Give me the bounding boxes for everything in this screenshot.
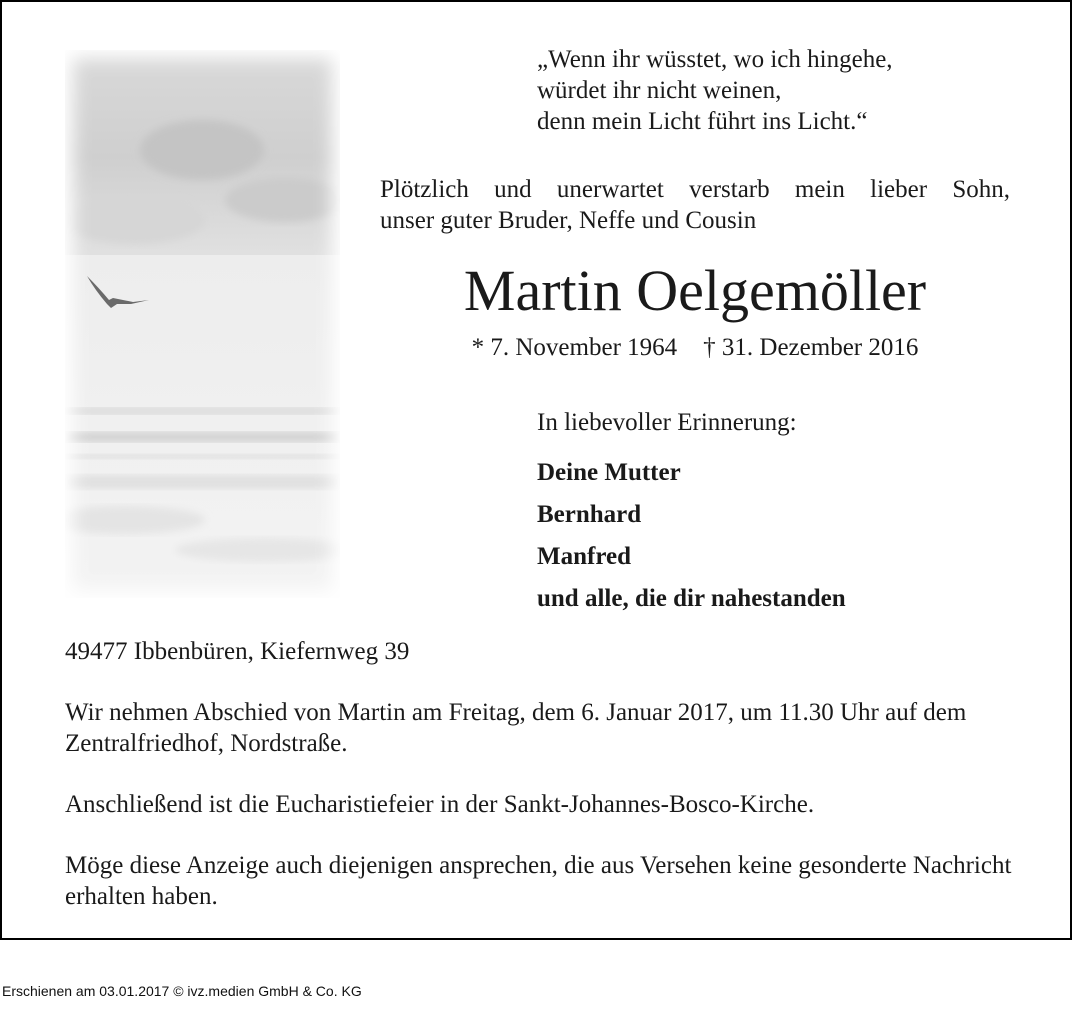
deceased-name: Martin Oelgemöller — [463, 258, 927, 323]
mourner: Manfred — [537, 543, 631, 570]
death-announcement — [380, 174, 1010, 236]
life-dates — [380, 332, 1010, 364]
motto-line: würdet ihr nicht weinen, — [537, 77, 782, 104]
mass-info: Anschließend ist die Eucharistiefeier in der Sankt-Johannes-Bosco-Kirche. — [65, 791, 815, 818]
motto-line: denn mein Licht führt ins Licht.“ — [537, 108, 868, 135]
mourner: und alle, die dir nahestanden — [537, 585, 846, 612]
mourners-list — [537, 457, 846, 625]
seascape-photo — [65, 50, 340, 598]
publication-footer: Erschienen am 03.01.2017 © ivz.medien GmbH & Co. KG — [2, 983, 362, 999]
memory-heading: In liebevoller Erinnerung: — [537, 409, 797, 436]
birth-date: * 7. November 1964 — [471, 334, 678, 361]
motto-quote — [537, 44, 893, 137]
announcement-line: unser guter Bruder, Neffe und Cousin — [380, 207, 757, 234]
funeral-info: Wir nehmen Abschied von Martin am Freitag, dem 6. Januar 2017, um 11.30 Uhr auf dem Zentralfriedhof, Nordstraße. — [65, 699, 967, 757]
motto-line: „Wenn ihr wüsstet, wo ich hingehe, — [537, 46, 893, 73]
death-date: † 31. Dezember 2016 — [703, 334, 919, 361]
notice-remark: Möge diese Anzeige auch diejenigen ansprechen, die aus Versehen keine gesonderte Nachricht erhalten haben. — [65, 852, 1012, 910]
seascape-image — [65, 50, 340, 598]
mourner: Deine Mutter — [537, 459, 681, 486]
family-address: 49477 Ibbenbüren, Kiefernweg 39 — [65, 638, 410, 665]
mourner: Bernhard — [537, 501, 642, 528]
announcement-line: Plötzlich und unerwartet verstarb mein lieber Sohn, — [380, 176, 1010, 203]
